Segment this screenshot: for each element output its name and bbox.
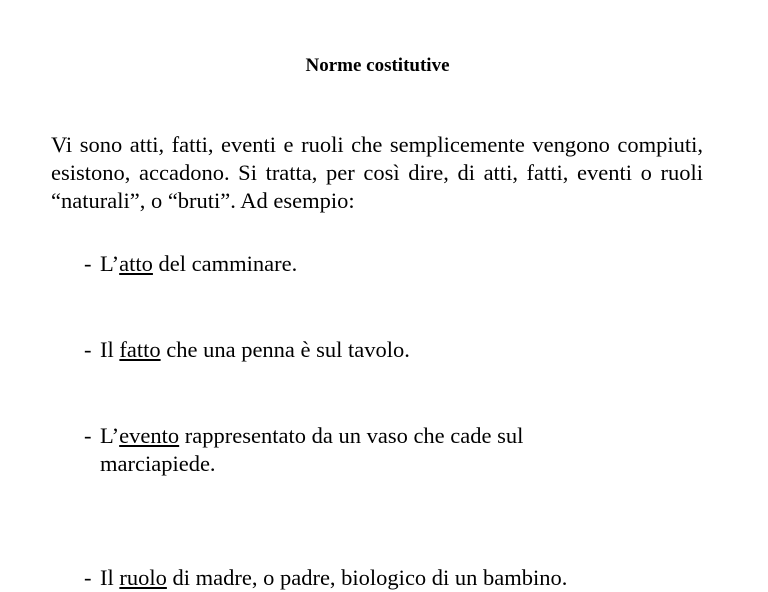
list-dash: - — [84, 565, 92, 590]
example-term: atto — [119, 251, 153, 276]
list-item — [84, 422, 620, 478]
list-dash: - — [84, 337, 92, 362]
example-prefix: Il — [100, 565, 120, 590]
slide-title: Norme costitutive — [305, 55, 450, 76]
list-item — [84, 336, 684, 364]
example-suffix: che una penna è sul tavolo. — [160, 337, 410, 362]
example-suffix: di madre, o padre, biologico di un bambino. — [166, 565, 568, 590]
example-term: evento — [119, 423, 180, 448]
example-prefix: L’ — [100, 251, 120, 276]
list-item — [84, 250, 684, 278]
example-prefix: Il — [100, 337, 120, 362]
list-item — [84, 564, 700, 592]
example-term: ruolo — [119, 565, 167, 590]
example-prefix: L’ — [100, 423, 120, 448]
intro-paragraph: Vi sono atti, fatti, eventi e ruoli che semplicemente vengono compiuti, esistono, accadono. Si tratta, per così dire, di atti, fatti, eventi o ruoli “naturali”, o “bruti”. Ad esempio: — [51, 132, 703, 213]
list-dash: - — [84, 251, 92, 276]
example-suffix: del camminare. — [152, 251, 298, 276]
example-term: fatto — [119, 337, 161, 362]
examples-list — [84, 250, 684, 590]
list-dash: - — [84, 423, 92, 448]
example-suffix: rappresentato da un vaso che cade sul marciapiede. — [100, 423, 524, 476]
